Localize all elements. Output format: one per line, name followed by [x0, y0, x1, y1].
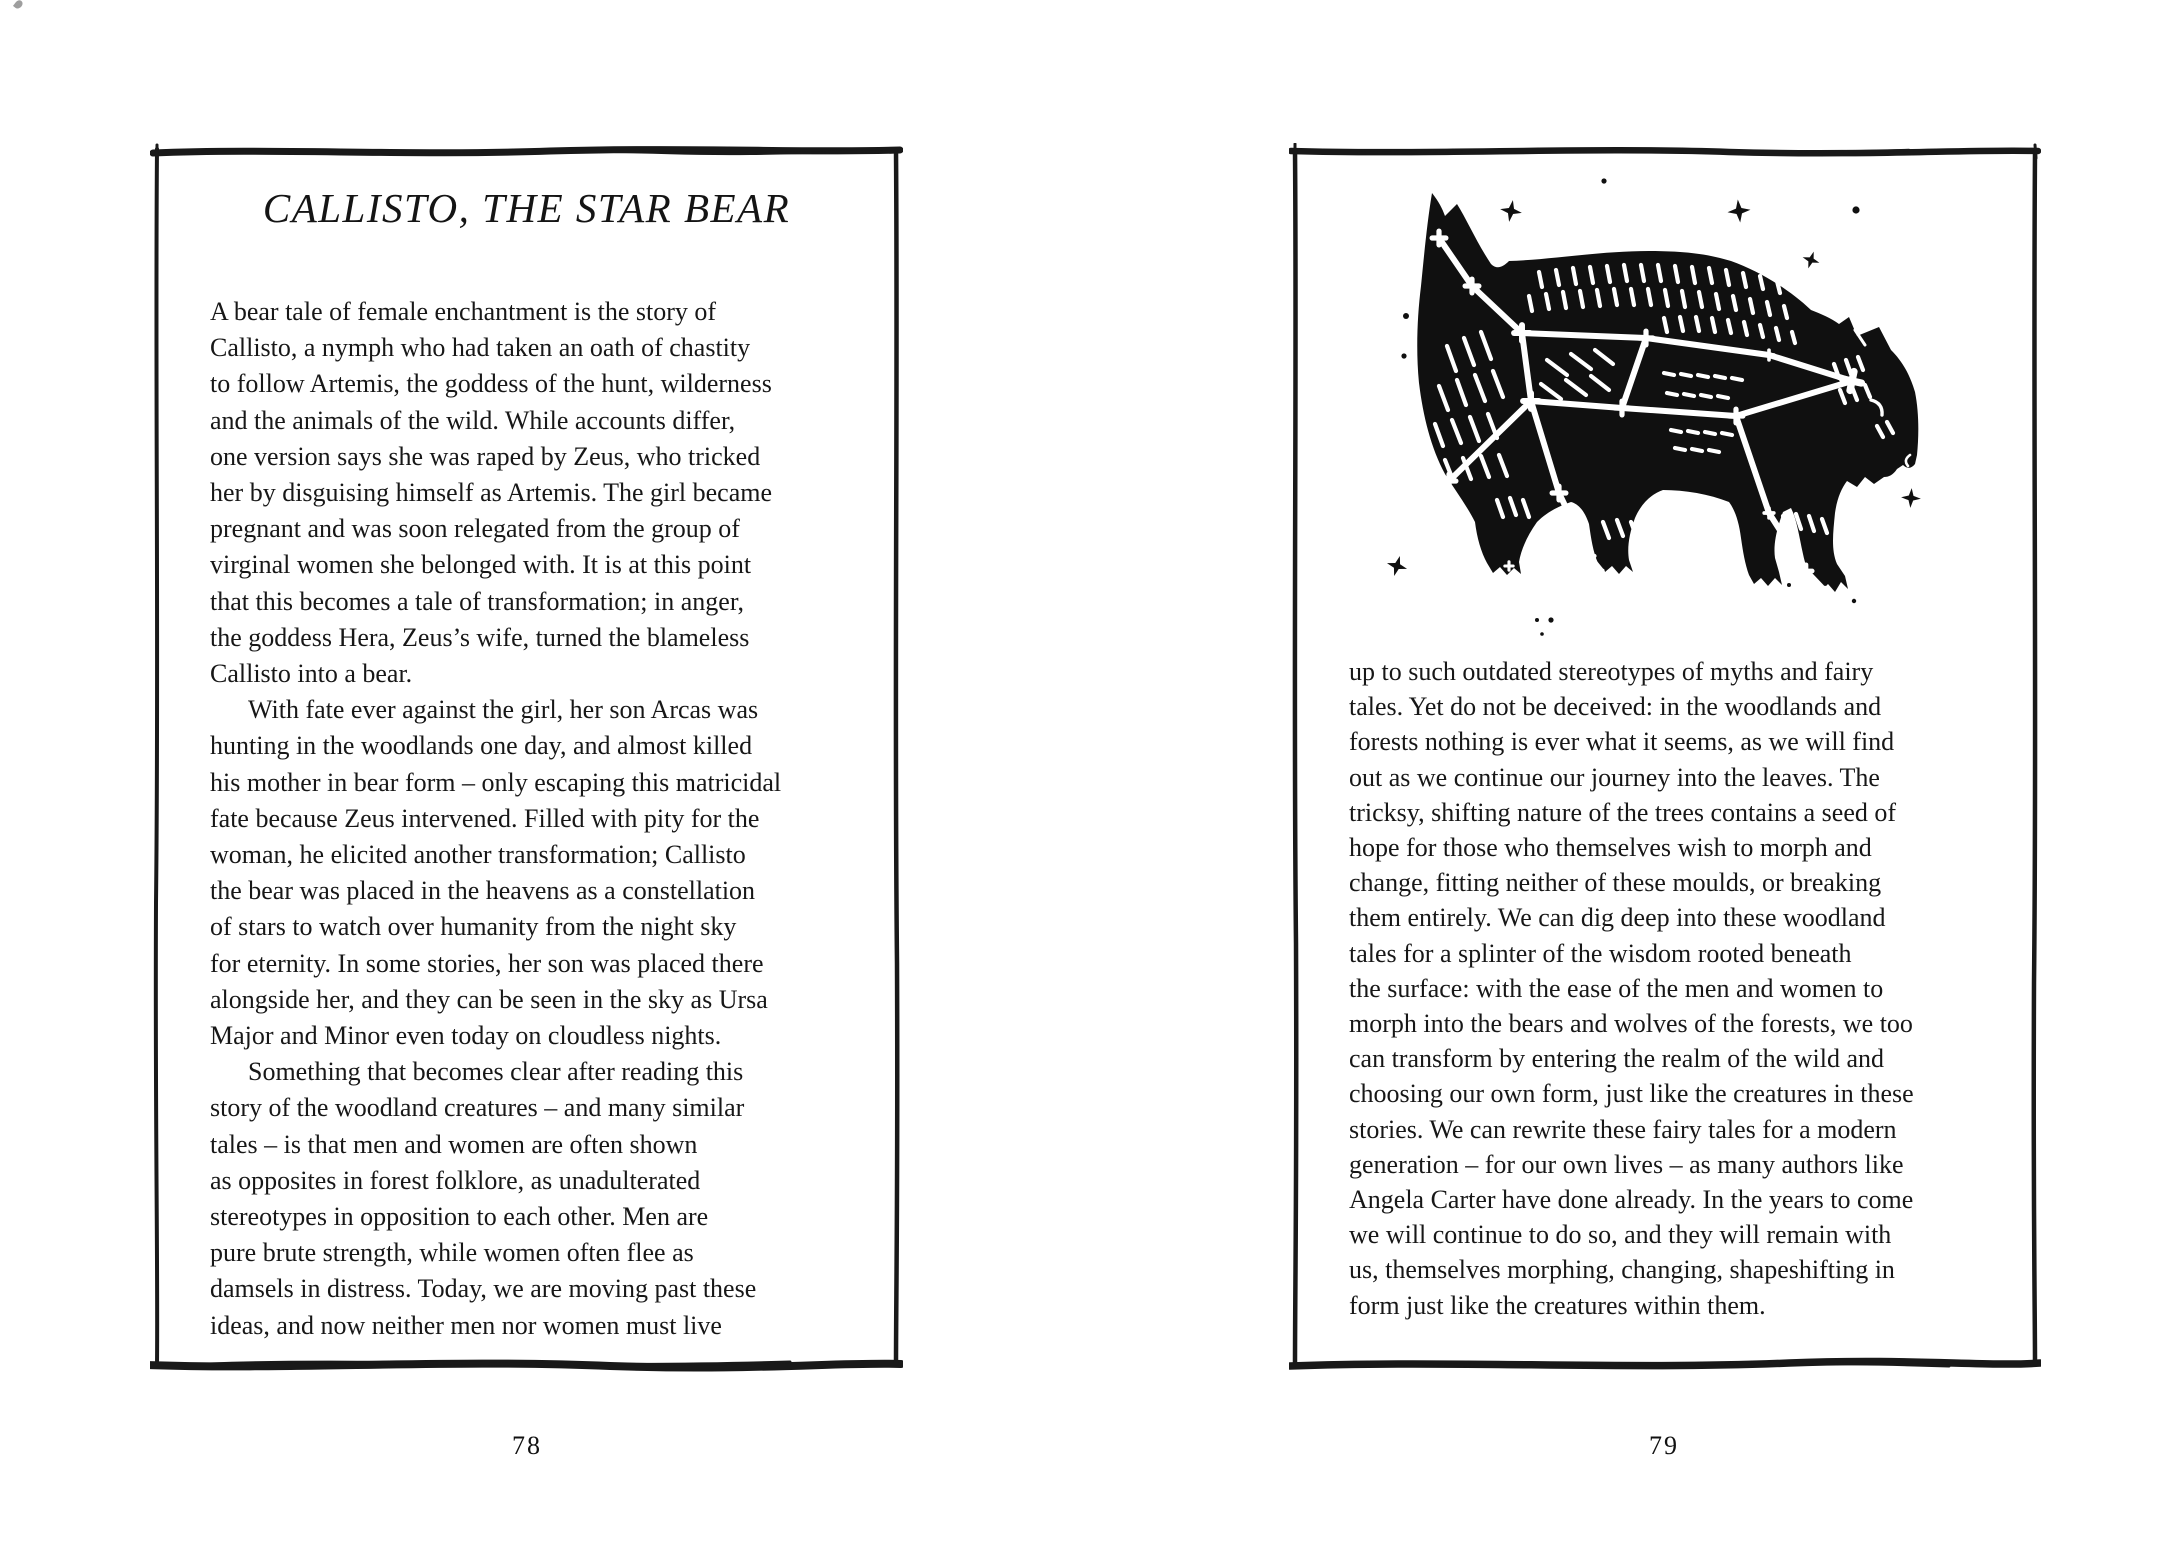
text-line: pure brute strength, while women often flee as — [210, 1238, 694, 1268]
text-line: we will continue to do so, and they will remain with — [1349, 1220, 1892, 1250]
text-line: ideas, and now neither men nor women must live — [210, 1310, 722, 1340]
text-line: as opposites in forest folklore, as unadulterated — [210, 1165, 701, 1195]
left-page — [150, 143, 903, 1372]
text-line: Callisto into a bear. — [210, 659, 413, 689]
text-line: Angela Carter have done already. In the years to come — [1349, 1185, 1914, 1215]
text-line: tales. Yet do not be deceived: in the woodlands and — [1349, 692, 1882, 722]
text-line: form just like the creatures within them. — [1349, 1290, 1766, 1320]
text-line: us, themselves morphing, changing, shapeshifting in — [1349, 1255, 1895, 1285]
text-line: stories. We can rewrite these fairy tales for a modern — [1349, 1114, 1897, 1144]
text-line: pregnant and was soon relegated from the group of — [210, 514, 740, 544]
text-line: virginal women she belonged with. It is at this point — [210, 550, 752, 580]
right-page — [1289, 143, 2041, 1372]
text-line: the surface: with the ease of the men and women to — [1349, 973, 1884, 1003]
text-line: tales for a splinter of the wisdom rooted beneath — [1349, 938, 1852, 968]
text-line: can transform by entering the realm of the wild and — [1349, 1044, 1884, 1074]
text-line: woman, he elicited another transformation; Callisto — [210, 840, 746, 870]
text-line: out as we continue our journey into the leaves. The — [1349, 762, 1880, 792]
text-line: hunting in the woodlands one day, and almost killed — [210, 731, 753, 761]
page-number-left: 78 — [512, 1431, 542, 1460]
left-page-text — [210, 294, 855, 1344]
text-line: A bear tale of female enchantment is the story of — [210, 297, 717, 326]
text-line: up to such outdated stereotypes of myths and fairy — [1349, 657, 1874, 686]
text-line: tricksy, shifting nature of the trees contains a seed of — [1349, 797, 1897, 827]
right-page-text — [1349, 654, 1993, 1323]
text-line: Major and Minor even today on cloudless nights. — [210, 1021, 722, 1051]
text-line: her by disguising himself as Artemis. The girl became — [210, 478, 773, 508]
text-line: that this becomes a tale of transformation; in anger, — [210, 586, 744, 616]
text-line: his mother in bear form – only escaping this matricidal — [210, 767, 782, 797]
text-line: Something that becomes clear after reading this — [248, 1057, 744, 1087]
text-line: them entirely. We can dig deep into these woodland — [1349, 903, 1886, 933]
text-line: for eternity. In some stories, her son was placed there — [210, 948, 764, 978]
text-line: damsels in distress. Today, we are moving past these — [210, 1274, 757, 1304]
text-line: morph into the bears and wolves of the forests, we too — [1349, 1009, 1913, 1039]
text-line: to follow Artemis, the goddess of the hunt, wilderness — [210, 369, 772, 399]
bear-woodcut-svg — [1379, 168, 1979, 638]
text-line: Callisto, a nymph who had taken an oath of chastity — [210, 333, 751, 363]
text-line: the goddess Hera, Zeus’s wife, turned the blameless — [210, 622, 750, 652]
text-line: one version says she was raped by Zeus, who tricked — [210, 441, 761, 471]
text-line: change, fitting neither of these moulds, or breaking — [1349, 868, 1882, 898]
text-line: fate because Zeus intervened. Filled with pity for the — [210, 803, 760, 833]
chapter-title: CALLISTO, THE STAR BEAR — [262, 185, 791, 231]
scan-artifact — [13, 0, 24, 10]
text-line: alongside her, and they can be seen in the sky as Ursa — [210, 984, 768, 1014]
text-line: choosing our own form, just like the creatures in these — [1349, 1079, 1914, 1109]
text-line: hope for those who themselves wish to morph and — [1349, 833, 1872, 863]
text-line: and the animals of the wild. While accounts differ, — [210, 405, 736, 435]
text-line: tales – is that men and women are often shown — [210, 1129, 698, 1159]
text-line: generation – for our own lives – as many authors like — [1349, 1149, 1904, 1179]
bear-constellation-illustration — [1379, 168, 1979, 638]
text-line: story of the woodland creatures – and many similar — [210, 1093, 745, 1123]
text-line: stereotypes in opposition to each other. Men are — [210, 1202, 709, 1232]
text-line: the bear was placed in the heavens as a constellation — [210, 876, 756, 906]
page-number-right: 79 — [1649, 1431, 1679, 1460]
text-line: With fate ever against the girl, her son Arcas was — [248, 695, 759, 725]
text-line: forests nothing is ever what it seems, as we will find — [1349, 727, 1895, 757]
text-line: of stars to watch over humanity from the night sky — [210, 912, 737, 942]
